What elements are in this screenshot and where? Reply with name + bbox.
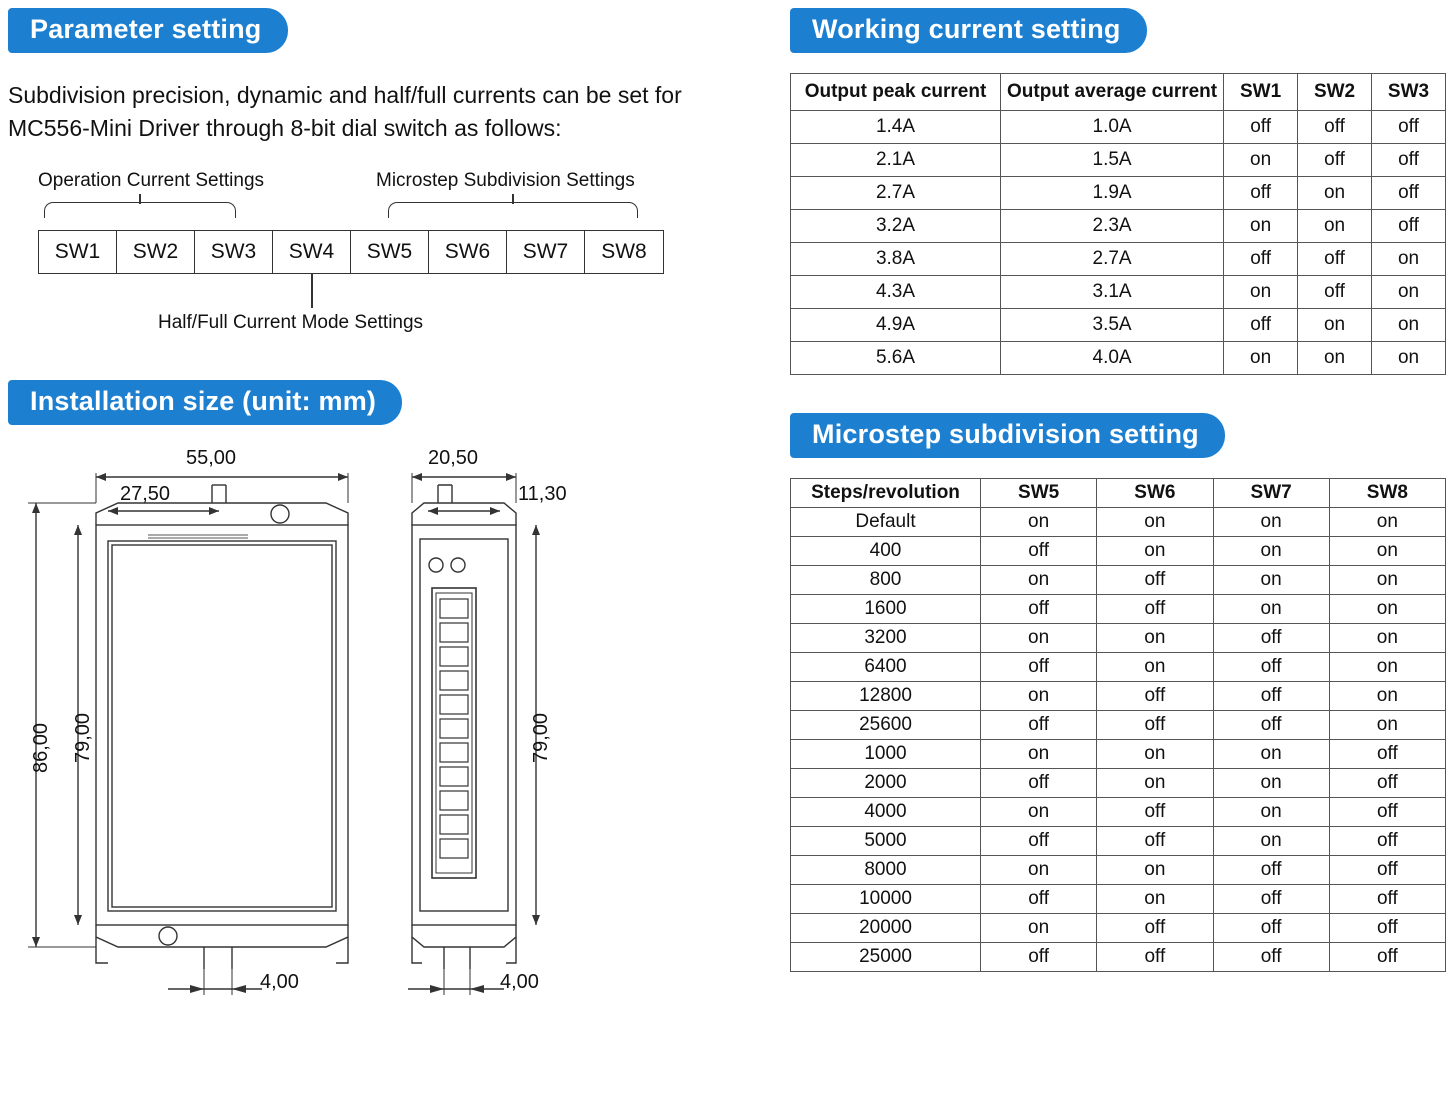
cell-sw3: on [1372,276,1446,309]
cell-sw3: off [1372,144,1446,177]
col-steps-revolution: Steps/revolution [791,479,981,508]
cell-sw2: off [1298,144,1372,177]
cell-average: 3.5A [1001,309,1224,342]
cell-sw1: on [1224,210,1298,243]
table-row [791,740,1446,769]
dim-side-bottom: 4,00 [500,970,539,993]
cell-peak: 3.8A [791,243,1001,276]
dim-side-height: 79,00 [530,712,552,763]
cell-sw6: off [1097,943,1213,972]
cell-sw6: off [1097,798,1213,827]
dim-side-width: 20,50 [428,446,479,469]
table-row [791,624,1446,653]
cell-average: 1.5A [1001,144,1224,177]
parameter-setting-intro: Subdivision precision, dynamic and half/full currents can be set for MC556-Mini Driver through 8-bit dial switch as follows: [8,82,682,142]
cell-sw3: off [1372,111,1446,144]
cell-sw5: on [981,682,1097,711]
installation-drawing-svg [8,443,748,1013]
table-row [791,210,1446,243]
cell-sw6: on [1097,740,1213,769]
installation-size-title: Installation size (unit: mm) [8,380,402,425]
cell-sw8: on [1329,711,1445,740]
cell-sw1: on [1224,342,1298,375]
cell-sw7: off [1213,943,1329,972]
table-row [791,537,1446,566]
cell-sw8: off [1329,769,1445,798]
cell-sw5: off [981,885,1097,914]
cell-sw6: on [1097,769,1213,798]
dim-front-height-outer: 86,00 [30,722,52,773]
cell-sw2: off [1298,276,1372,309]
cell-average: 2.3A [1001,210,1224,243]
cell-sw1: on [1224,276,1298,309]
cell-sw8: off [1329,856,1445,885]
cell-average: 3.1A [1001,276,1224,309]
cell-sw8: on [1329,595,1445,624]
cell-sw8: off [1329,798,1445,827]
cell-peak: 2.1A [791,144,1001,177]
cell-steps: 12800 [791,682,981,711]
cell-sw6: on [1097,537,1213,566]
cell-sw6: on [1097,856,1213,885]
cell-steps: Default [791,508,981,537]
cell-steps: 5000 [791,827,981,856]
cell-sw7: off [1213,856,1329,885]
cell-sw5: on [981,798,1097,827]
table-row [791,827,1446,856]
switch-strip [38,230,664,274]
table-row [791,856,1446,885]
cell-sw5: off [981,827,1097,856]
col-output-peak-current: Output peak current [791,74,1001,111]
cell-peak: 3.2A [791,210,1001,243]
cell-sw8: off [1329,827,1445,856]
cell-steps: 8000 [791,856,981,885]
col-sw7: SW7 [1213,479,1329,508]
cell-sw2: on [1298,342,1372,375]
microstep-subdivision-label: Microstep Subdivision Settings [376,169,635,191]
cell-sw5: on [981,914,1097,943]
cell-sw5: off [981,537,1097,566]
cell-sw8: on [1329,653,1445,682]
cell-steps: 3200 [791,624,981,653]
right-column [790,8,1446,972]
cell-sw2: on [1298,177,1372,210]
table-row [791,798,1446,827]
switch-cell-sw2: SW2 [117,231,195,273]
cell-sw5: on [981,856,1097,885]
cell-steps: 10000 [791,885,981,914]
cell-sw7: on [1213,827,1329,856]
cell-sw8: on [1329,566,1445,595]
cell-steps: 4000 [791,798,981,827]
half-full-pointer [311,274,313,308]
cell-steps: 1000 [791,740,981,769]
cell-peak: 5.6A [791,342,1001,375]
cell-sw3: off [1372,210,1446,243]
cell-sw7: on [1213,769,1329,798]
cell-average: 1.9A [1001,177,1224,210]
cell-sw7: on [1213,595,1329,624]
table-row [791,508,1446,537]
cell-sw8: on [1329,537,1445,566]
installation-drawing [8,443,748,1013]
cell-average: 4.0A [1001,342,1224,375]
cell-sw1: off [1224,243,1298,276]
col-sw3: SW3 [1372,74,1446,111]
cell-sw6: off [1097,914,1213,943]
table-row [791,943,1446,972]
switch-cell-sw5: SW5 [351,231,429,273]
cell-steps: 20000 [791,914,981,943]
col-sw6: SW6 [1097,479,1213,508]
cell-sw8: off [1329,943,1445,972]
cell-sw5: on [981,624,1097,653]
cell-sw6: on [1097,885,1213,914]
table-row [791,342,1446,375]
table-header-row [791,74,1446,111]
table-row [791,653,1446,682]
table-row [791,309,1446,342]
cell-sw7: on [1213,740,1329,769]
dim-front-bottom: 4,00 [260,970,299,993]
cell-sw8: off [1329,740,1445,769]
cell-average: 1.0A [1001,111,1224,144]
cell-peak: 4.9A [791,309,1001,342]
table-row [791,711,1446,740]
cell-sw3: on [1372,243,1446,276]
switch-cell-sw6: SW6 [429,231,507,273]
cell-sw7: on [1213,566,1329,595]
cell-sw2: on [1298,309,1372,342]
cell-sw8: on [1329,508,1445,537]
cell-sw2: on [1298,210,1372,243]
cell-sw7: off [1213,885,1329,914]
table-row [791,914,1446,943]
parameter-setting-title: Parameter setting [8,8,288,53]
cell-sw5: off [981,595,1097,624]
cell-peak: 4.3A [791,276,1001,309]
cell-sw7: off [1213,711,1329,740]
microstep-subdivision-title: Microstep subdivision setting [790,413,1225,458]
microstep-table [790,478,1446,972]
cell-steps: 800 [791,566,981,595]
cell-sw6: off [1097,566,1213,595]
cell-sw5: off [981,943,1097,972]
table-row [791,144,1446,177]
cell-sw6: off [1097,682,1213,711]
switch-cell-sw3: SW3 [195,231,273,273]
switch-cell-sw7: SW7 [507,231,585,273]
cell-average: 2.7A [1001,243,1224,276]
cell-sw7: on [1213,798,1329,827]
cell-sw1: off [1224,309,1298,342]
cell-sw1: on [1224,144,1298,177]
cell-steps: 6400 [791,653,981,682]
cell-sw2: off [1298,111,1372,144]
cell-peak: 2.7A [791,177,1001,210]
cell-steps: 400 [791,537,981,566]
dim-front-width: 55,00 [186,446,237,469]
col-output-average-current: Output average current [1001,74,1224,111]
table-row [791,243,1446,276]
cell-sw3: off [1372,177,1446,210]
dim-front-inner-width: 27,50 [120,482,171,505]
cell-steps: 2000 [791,769,981,798]
cell-sw8: off [1329,914,1445,943]
cell-sw6: on [1097,624,1213,653]
half-full-current-label: Half/Full Current Mode Settings [158,311,424,333]
cell-sw7: off [1213,624,1329,653]
cell-sw6: off [1097,595,1213,624]
cell-sw5: on [981,566,1097,595]
cell-sw8: on [1329,682,1445,711]
cell-sw1: off [1224,111,1298,144]
cell-sw5: off [981,653,1097,682]
cell-sw5: off [981,769,1097,798]
cell-sw7: off [1213,914,1329,943]
operation-current-label: Operation Current Settings [38,169,265,191]
cell-sw1: off [1224,177,1298,210]
brace-microstep [388,202,638,218]
cell-sw2: off [1298,243,1372,276]
table-row [791,177,1446,210]
table-row [791,885,1446,914]
cell-sw7: off [1213,653,1329,682]
cell-sw5: on [981,508,1097,537]
cell-sw6: off [1097,711,1213,740]
cell-sw6: off [1097,827,1213,856]
table-row [791,276,1446,309]
cell-sw3: on [1372,342,1446,375]
cell-sw7: on [1213,537,1329,566]
switch-cell-sw1: SW1 [39,231,117,273]
table-row [791,566,1446,595]
cell-sw7: off [1213,682,1329,711]
brace-operation [44,202,236,218]
cell-sw7: on [1213,508,1329,537]
col-sw8: SW8 [1329,479,1445,508]
table-row [791,769,1446,798]
cell-sw8: on [1329,624,1445,653]
cell-steps: 25000 [791,943,981,972]
cell-peak: 1.4A [791,111,1001,144]
cell-sw3: on [1372,309,1446,342]
table-row [791,595,1446,624]
working-current-title: Working current setting [790,8,1147,53]
cell-sw5: off [981,711,1097,740]
dim-side-inner: 11,30 [518,482,567,505]
table-header-row [791,479,1446,508]
cell-sw5: on [981,740,1097,769]
left-column [8,8,748,1013]
table-row [791,111,1446,144]
col-sw2: SW2 [1298,74,1372,111]
cell-sw6: on [1097,508,1213,537]
table-row [791,682,1446,711]
switch-cell-sw8: SW8 [601,239,647,263]
cell-sw6: on [1097,653,1213,682]
working-current-table [790,73,1446,375]
cell-sw8: off [1329,885,1445,914]
dim-front-height-inner: 79,00 [72,712,94,763]
col-sw1: SW1 [1224,74,1298,111]
cell-steps: 25600 [791,711,981,740]
dip-switch-diagram [8,170,668,350]
switch-cell-sw4: SW4 [273,231,351,273]
cell-steps: 1600 [791,595,981,624]
col-sw5: SW5 [981,479,1097,508]
